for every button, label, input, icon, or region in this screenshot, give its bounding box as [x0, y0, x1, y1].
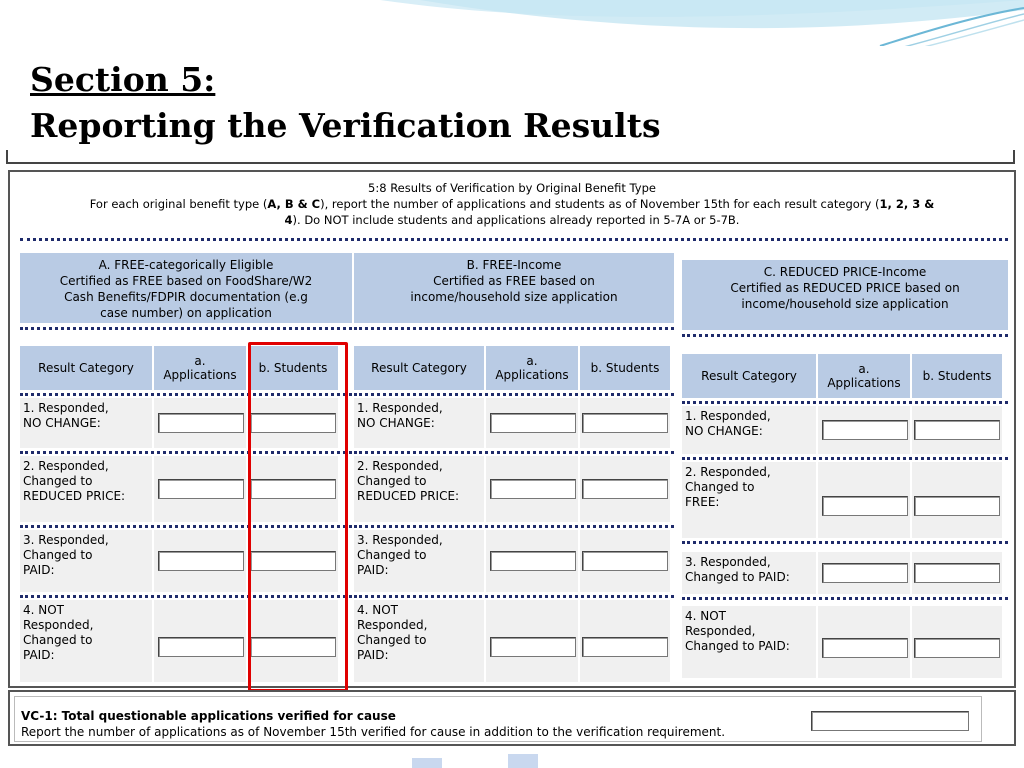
bottom-nav-icons: [412, 754, 542, 768]
divider: [354, 525, 674, 528]
applications-input[interactable]: [822, 638, 908, 658]
students-input[interactable]: [582, 413, 668, 433]
divider: [682, 334, 1008, 337]
students-input[interactable]: [914, 420, 1000, 440]
applications-input[interactable]: [822, 563, 908, 583]
panel-heading: A. FREE-categorically Eligible Certified as FREE based on FoodShare/W2 Cash Benefits/FDPIR documentation (e.g case number) on application: [20, 253, 352, 323]
vc1-box: [14, 696, 982, 742]
vc1-input[interactable]: [811, 711, 969, 731]
section-subtitle: Reporting the Verification Results: [30, 106, 661, 145]
row-label: 2. Responded, Changed to FREE:: [682, 462, 816, 538]
students-input[interactable]: [582, 551, 668, 571]
applications-input[interactable]: [822, 420, 908, 440]
applications-input[interactable]: [822, 496, 908, 516]
divider: [682, 541, 1008, 544]
column-header-applications: a. Applications: [818, 354, 910, 398]
column-header-result-category: Result Category: [354, 346, 484, 390]
applications-input[interactable]: [490, 551, 576, 571]
row-label: 4. NOT Responded, Changed to PAID:: [682, 606, 816, 678]
applications-input[interactable]: [490, 637, 576, 657]
vc1-frame: [8, 690, 1016, 746]
row-label: 2. Responded, Changed to REDUCED PRICE:: [354, 456, 484, 522]
students-column-highlight: [248, 342, 348, 692]
section-title: Section 5:: [30, 60, 216, 99]
frame-edge: [6, 162, 1015, 164]
divider: [20, 238, 1008, 241]
applications-input[interactable]: [158, 551, 244, 571]
row-label: 1. Responded, NO CHANGE:: [354, 398, 484, 448]
row-label: 2. Responded, Changed to REDUCED PRICE:: [20, 456, 152, 522]
students-input[interactable]: [914, 638, 1000, 658]
vc1-title: VC-1: Total questionable applications verified for cause: [21, 709, 396, 723]
section-heading: 5:8 Results of Verification by Original Benefit Type: [368, 181, 656, 195]
panel-heading: C. REDUCED PRICE-Income Certified as REDUCED PRICE based on income/household size application: [682, 260, 1008, 330]
students-input[interactable]: [914, 563, 1000, 583]
divider: [354, 451, 674, 454]
row-label: 1. Responded, NO CHANGE:: [20, 398, 152, 448]
vc1-description: Report the number of applications as of November 15th verified for cause in addition to the verification requirement.: [21, 725, 726, 739]
column-header-students: b. Students: [912, 354, 1002, 398]
panel-heading: B. FREE-Income Certified as FREE based on income/household size application: [354, 253, 674, 323]
applications-input[interactable]: [158, 479, 244, 499]
divider: [354, 595, 674, 598]
applications-input[interactable]: [490, 413, 576, 433]
column-header-students: b. Students: [248, 346, 338, 390]
students-input[interactable]: [582, 479, 668, 499]
row-label: 1. Responded, NO CHANGE:: [682, 406, 816, 454]
column-header-students: b. Students: [580, 346, 670, 390]
column-header-result-category: Result Category: [682, 354, 816, 398]
verification-results-form: [8, 170, 1016, 688]
section-instructions: For each original benefit type (A, B & C), report the number of applications and students as of November 15th for each result category (1, 2, 3 & 4). Do NOT include students and applications already reported in 5-7A or 5-7B.: [89, 197, 935, 227]
section-header: [10, 180, 1014, 228]
divider: [354, 327, 674, 330]
students-input[interactable]: [914, 496, 1000, 516]
applications-input[interactable]: [158, 637, 244, 657]
divider: [354, 393, 674, 396]
column-header-applications: a. Applications: [486, 346, 578, 390]
applications-input[interactable]: [490, 479, 576, 499]
divider: [682, 457, 1008, 460]
row-label: 3. Responded, Changed to PAID:: [354, 530, 484, 592]
applications-input[interactable]: [158, 413, 244, 433]
slide-title: [18, 46, 974, 154]
divider: [682, 401, 1008, 404]
column-header-result-category: Result Category: [20, 346, 152, 390]
students-input[interactable]: [582, 637, 668, 657]
row-label: 3. Responded, Changed to PAID:: [20, 530, 152, 592]
divider: [20, 327, 352, 330]
row-label: 4. NOT Responded, Changed to PAID:: [20, 600, 152, 682]
row-label: 4. NOT Responded, Changed to PAID:: [354, 600, 484, 682]
row-label: 3. Responded, Changed to PAID:: [682, 552, 816, 594]
column-header-applications: a. Applications: [154, 346, 246, 390]
divider: [682, 597, 1008, 600]
